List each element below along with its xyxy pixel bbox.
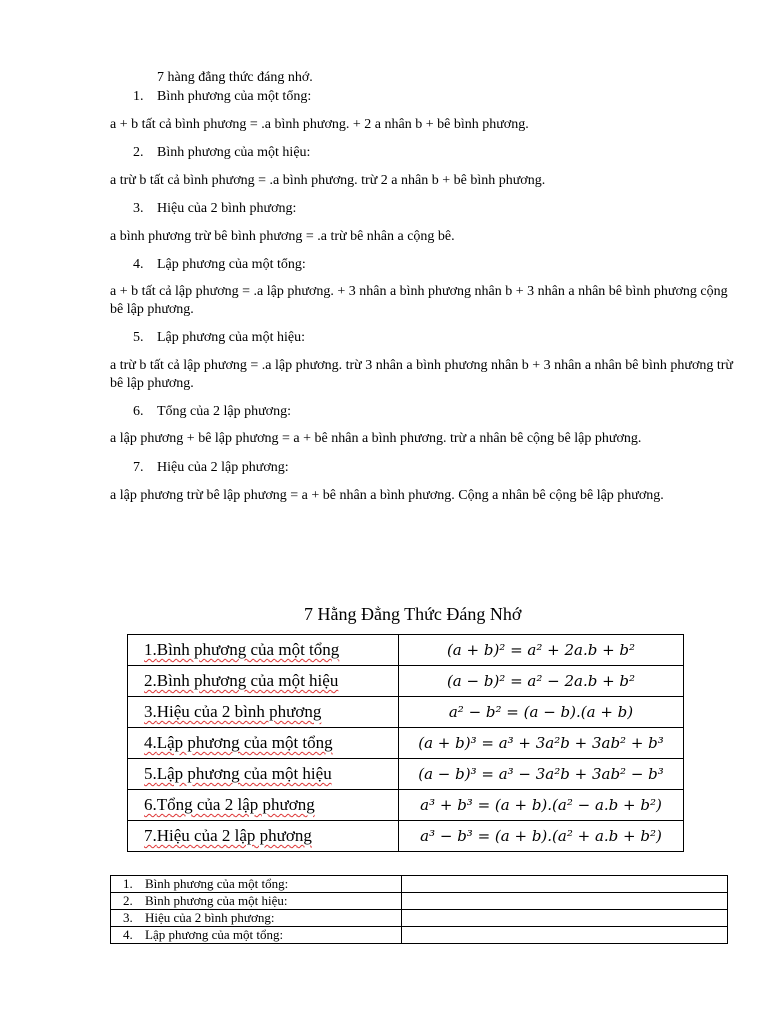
table-row bbox=[128, 635, 684, 666]
identity-label bbox=[128, 759, 399, 790]
row-number: 4. bbox=[123, 927, 133, 942]
item-number: 5. bbox=[133, 330, 144, 345]
item-number: 2. bbox=[133, 145, 144, 160]
table-row bbox=[128, 790, 684, 821]
row-label: Bình phương của một hiệu: bbox=[145, 893, 288, 908]
row-number: 3. bbox=[144, 702, 157, 721]
row-number: 6. bbox=[144, 795, 157, 814]
row-label: Hiệu của 2 bình phương: bbox=[145, 910, 275, 925]
item-heading-text: Lập phương của một tổng: bbox=[157, 257, 306, 272]
identity-formula: (a − b)³ = a³ − 3a²b + 3ab² − b³ bbox=[399, 759, 684, 790]
identity-formula: (a + b)³ = a³ + 3a²b + 3ab² + b³ bbox=[399, 728, 684, 759]
row-value-cell[interactable] bbox=[402, 893, 728, 910]
table-row bbox=[111, 927, 728, 944]
item-heading-text: Bình phương của một hiệu: bbox=[157, 145, 311, 160]
identity-label bbox=[128, 790, 399, 821]
row-label-cell bbox=[111, 893, 402, 910]
item-heading-3 bbox=[133, 200, 296, 218]
row-number: 2. bbox=[123, 893, 133, 908]
row-number: 5. bbox=[144, 764, 157, 783]
item-heading-text: Tổng của 2 lập phương: bbox=[157, 404, 291, 419]
table-row bbox=[128, 666, 684, 697]
row-label: Hiệu của 2 lập phương bbox=[156, 826, 312, 845]
item-body-5: a trừ b tất cả lập phương = .a lập phương. trừ 3 nhân a bình phương nhân b + 3 nhân a nhân bê bình phương trừ bê lập phương. bbox=[110, 358, 734, 391]
table-row bbox=[111, 910, 728, 927]
identity-label bbox=[128, 666, 399, 697]
row-number: 7. bbox=[144, 826, 157, 845]
row-value-cell[interactable] bbox=[402, 927, 728, 944]
row-value-cell[interactable] bbox=[402, 910, 728, 927]
table-row bbox=[111, 893, 728, 910]
row-label: Lập phương của một tổng: bbox=[145, 927, 284, 942]
item-body-7: a lập phương trừ bê lập phương = a + bê nhân a bình phương. Cộng a nhân bê cộng bê lập phương. bbox=[110, 488, 664, 503]
intro-line: 7 hàng đẳng thức đáng nhớ. bbox=[157, 70, 313, 85]
row-number: 1. bbox=[123, 876, 133, 891]
item-heading-4 bbox=[133, 256, 306, 274]
item-heading-text: Lập phương của một hiệu: bbox=[157, 330, 305, 345]
row-number: 2. bbox=[144, 671, 157, 690]
item-heading-text: Hiệu của 2 lập phương: bbox=[157, 460, 289, 475]
identity-label bbox=[128, 697, 399, 728]
row-number: 3. bbox=[123, 910, 133, 925]
identity-formula: (a − b)² = a² − 2a.b + b² bbox=[399, 666, 684, 697]
item-heading-1 bbox=[133, 88, 311, 106]
identities-image-table bbox=[127, 634, 684, 852]
bottom-table bbox=[110, 875, 728, 944]
table-row bbox=[128, 821, 684, 852]
item-body-6: a lập phương + bê lập phương = a + bê nhân a bình phương. trừ a nhân bê cộng bê lập phương. bbox=[110, 431, 642, 446]
row-label-cell bbox=[111, 910, 402, 927]
table-row bbox=[128, 697, 684, 728]
row-label: Hiệu của 2 bình phương bbox=[156, 702, 322, 721]
row-label: Bình phương của một hiệu bbox=[156, 671, 339, 690]
item-body-2: a trừ b tất cả bình phương = .a bình phương. trừ 2 a nhân b + bê bình phương. bbox=[110, 173, 546, 188]
identity-label bbox=[128, 635, 399, 666]
row-label-cell bbox=[111, 927, 402, 944]
item-heading-7 bbox=[133, 459, 289, 477]
row-label: Lập phương của một hiệu bbox=[156, 764, 332, 783]
item-number: 7. bbox=[133, 460, 144, 475]
row-value-cell[interactable] bbox=[402, 876, 728, 893]
identity-label bbox=[128, 728, 399, 759]
row-label: Lập phương của một tổng bbox=[156, 733, 333, 752]
row-number: 1. bbox=[144, 640, 157, 659]
item-body-1: a + b tất cả bình phương = .a bình phương. + 2 a nhân b + bê bình phương. bbox=[110, 117, 529, 132]
row-number: 4. bbox=[144, 733, 157, 752]
table-row bbox=[128, 759, 684, 790]
image-table-title: 7 Hằng Đẳng Thức Đáng Nhớ bbox=[304, 604, 522, 624]
row-label: Bình phương của một tổng: bbox=[145, 876, 289, 891]
item-heading-6 bbox=[133, 403, 291, 421]
item-number: 6. bbox=[133, 404, 144, 419]
identity-formula: a³ + b³ = (a + b).(a² − a.b + b²) bbox=[399, 790, 684, 821]
item-heading-2 bbox=[133, 144, 310, 162]
item-heading-5 bbox=[133, 329, 305, 347]
item-number: 1. bbox=[133, 89, 144, 104]
item-body-4: a + b tất cả lập phương = .a lập phương. + 3 nhân a bình phương nhân b + 3 nhân a nhân bê bình phương cộng bê lập phương. bbox=[110, 284, 728, 317]
identity-formula: (a + b)² = a² + 2a.b + b² bbox=[399, 635, 684, 666]
item-body-3: a bình phương trừ bê bình phương = .a trừ bê nhân a cộng bê. bbox=[110, 229, 455, 244]
table-row bbox=[111, 876, 728, 893]
row-label: Bình phương của một tổng bbox=[156, 640, 340, 659]
identity-label bbox=[128, 821, 399, 852]
identity-formula: a³ − b³ = (a + b).(a² + a.b + b²) bbox=[399, 821, 684, 852]
item-heading-text: Bình phương của một tổng: bbox=[157, 89, 312, 104]
item-number: 3. bbox=[133, 201, 144, 216]
item-number: 4. bbox=[133, 257, 144, 272]
table-row bbox=[128, 728, 684, 759]
identity-formula: a² − b² = (a − b).(a + b) bbox=[399, 697, 684, 728]
row-label-cell bbox=[111, 876, 402, 893]
row-label: Tổng của 2 lập phương bbox=[156, 795, 315, 814]
item-heading-text: Hiệu của 2 bình phương: bbox=[157, 201, 297, 216]
